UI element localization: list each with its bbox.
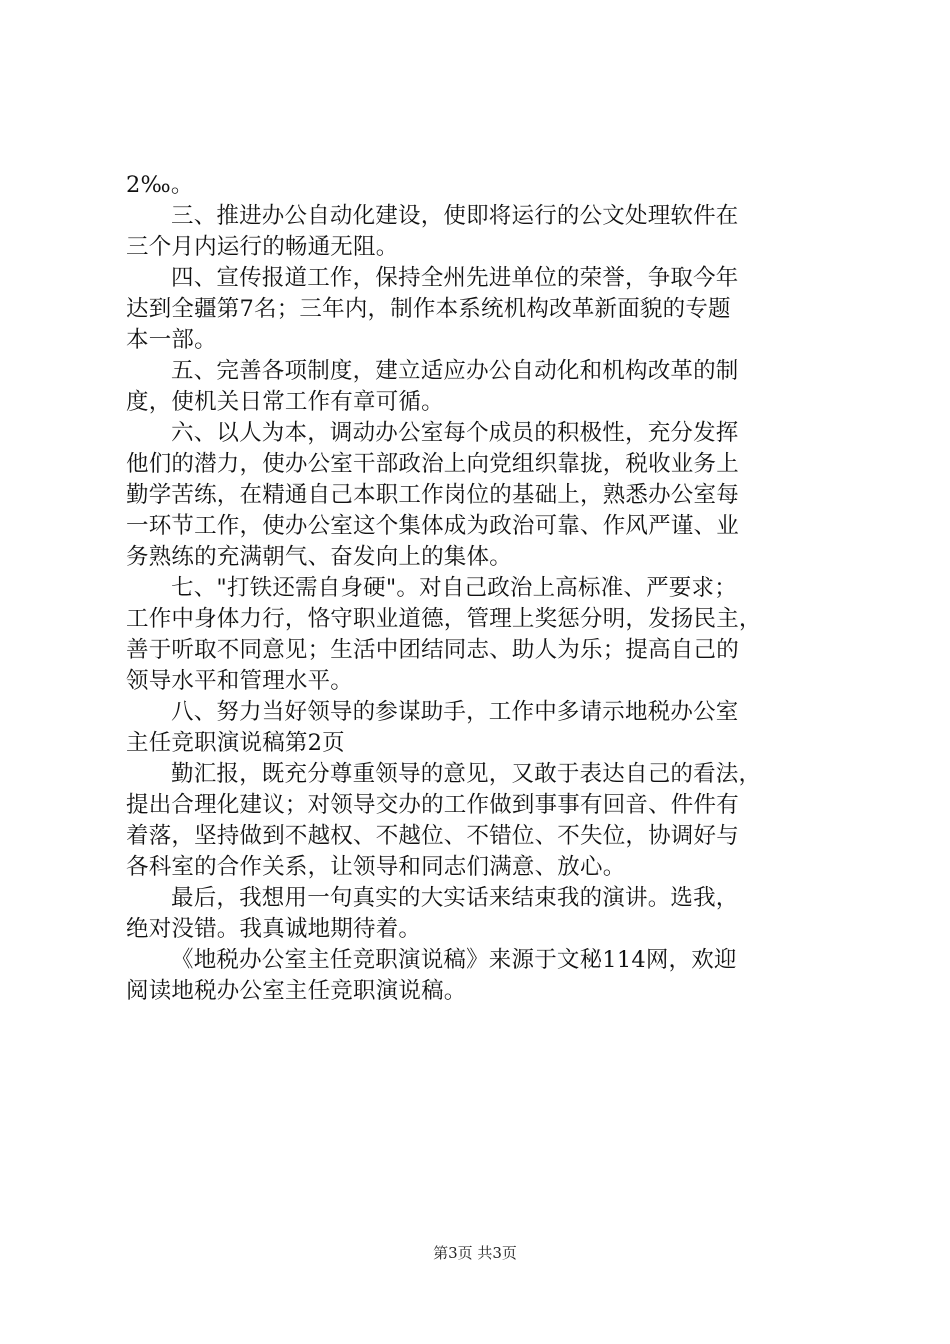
text-line: 六、以人为本，调动办公室每个成员的积极性，充分发挥 bbox=[171, 420, 739, 446]
text-line: 三个月内运行的畅通无阻。 bbox=[126, 234, 399, 260]
text-line: 着落，坚持做到不越权、不越位、不错位、不失位，协调好与 bbox=[126, 823, 739, 849]
text-line: 七、"打铁还需自身硬"。对自己政治上高标准、严要求； bbox=[171, 575, 737, 601]
document-body bbox=[126, 170, 840, 1007]
text-line: 四、宣传报道工作，保持全州先进单位的荣誉，争取今年 bbox=[171, 265, 739, 291]
text-line: 绝对没错。我真诚地期待着。 bbox=[126, 916, 422, 942]
text-line: 勤汇报，既充分尊重领导的意见，又敢于表达自己的看法， bbox=[171, 761, 762, 787]
text-line: 本一部。 bbox=[126, 327, 217, 353]
text-line: 《地税办公室主任竞职演说稿》来源于文秘114网，欢迎 bbox=[171, 947, 737, 973]
text-line: 阅读地税办公室主任竞职演说稿。 bbox=[126, 978, 467, 1004]
text-line: 务熟练的充满朝气、奋发向上的集体。 bbox=[126, 544, 512, 570]
text-line: 领导水平和管理水平。 bbox=[126, 668, 354, 694]
text-line: 最后，我想用一句真实的大实话来结束我的演讲。选我， bbox=[171, 885, 739, 911]
text-line: 达到全疆第7名；三年内，制作本系统机构改革新面貌的专题 bbox=[126, 296, 731, 322]
text-line: 主任竞职演说稿第2页 bbox=[126, 730, 345, 756]
text-line: 八、努力当好领导的参谋助手，工作中多请示地税办公室 bbox=[171, 699, 739, 725]
text-line: 他们的潜力，使办公室干部政治上向党组织靠拢，税收业务上 bbox=[126, 451, 739, 477]
text-line: 勤学苦练，在精通自己本职工作岗位的基础上，熟悉办公室每 bbox=[126, 482, 739, 508]
text-line: 工作中身体力行，恪守职业道德，管理上奖惩分明，发扬民主， bbox=[126, 606, 762, 632]
text-line: 度，使机关日常工作有章可循。 bbox=[126, 389, 444, 415]
text-line: 提出合理化建议；对领导交办的工作做到事事有回音、件件有 bbox=[126, 792, 739, 818]
text-line: 三、推进办公自动化建设，使即将运行的公文处理软件在 bbox=[171, 203, 739, 229]
text-line: 五、完善各项制度，建立适应办公自动化和机构改革的制 bbox=[171, 358, 739, 384]
text-line: 2‰。 bbox=[126, 172, 194, 198]
text-line: 各科室的合作关系，让领导和同志们满意、放心。 bbox=[126, 854, 626, 880]
text-line: 善于听取不同意见；生活中团结同志、助人为乐；提高自己的 bbox=[126, 637, 739, 663]
page-footer: 第3页 共3页 bbox=[433, 1244, 517, 1262]
text-line: 一环节工作，使办公室这个集体成为政治可靠、作风严谨、业 bbox=[126, 513, 739, 539]
